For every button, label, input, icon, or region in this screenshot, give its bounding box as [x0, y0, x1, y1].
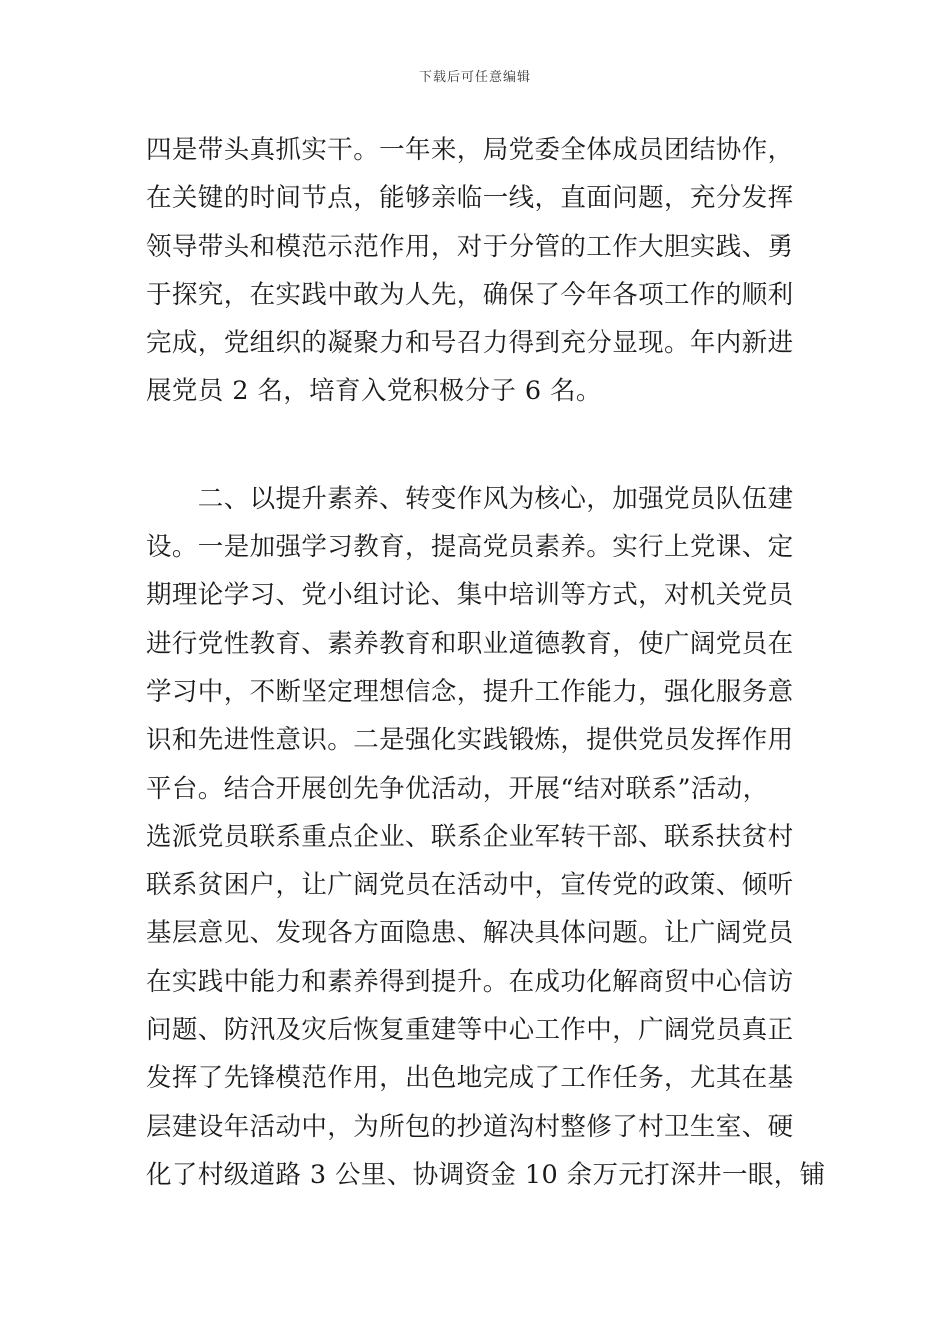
text-line: 四是带头真抓实干。一年来，局党委全体成员团结协作，	[146, 135, 794, 165]
text-line: 学习中，不断坚定理想信念，提升工作能力，强化服务意	[146, 676, 794, 707]
text-line: 平台。结合开展创先争优活动，开展“结对联系”活动，	[146, 773, 769, 804]
paragraph-2	[146, 475, 826, 1199]
text-line: 设。一是加强学习教育，提高党员素养。实行上党课、定	[146, 532, 794, 563]
page-header-note: 下载后可任意编辑	[418, 70, 531, 85]
text-line: 在关键的时间节点，能够亲临一线，直面问题，充分发挥	[146, 183, 794, 214]
paragraph-1	[146, 126, 806, 416]
paragraph-spacer	[146, 416, 806, 475]
text-line: 识和先进性意识。二是强化实践锻炼，提供党员发挥作用	[146, 725, 794, 756]
document-body	[146, 126, 826, 1199]
text-line: 领导带头和模范示范作用，对于分管的工作大胆实践、勇	[146, 231, 794, 262]
text-line: 完成，党组织的凝聚力和号召力得到充分显现。年内新进	[146, 328, 794, 359]
text-line: 于探究，在实践中敢为人先，确保了今年各项工作的顺利	[146, 279, 794, 310]
text-line: 问题、防汛及灾后恢复重建等中心工作中，广阔党员真正	[146, 1015, 794, 1046]
text-line: 期理论学习、党小组讨论、集中培训等方式，对机关党员	[146, 580, 794, 611]
text-line: 联系贫困户，让广阔党员在活动中，宣传党的政策、倾听	[146, 870, 794, 901]
text-line: 展党员 2 名，培育入党积极分子 6 名。	[146, 376, 602, 407]
text-line: 二、以提升素养、转变作风为核心，加强党员队伍建	[146, 483, 794, 514]
text-line: 化了村级道路 3 公里、协调资金 10 余万元打深井一眼，铺	[146, 1159, 826, 1190]
text-line: 进行党性教育、素养教育和职业道德教育，使广阔党员在	[146, 628, 794, 659]
text-line: 层建设年活动中，为所包的抄道沟村整修了村卫生室、硬	[146, 1111, 794, 1142]
text-line: 发挥了先锋模范作用，出色地完成了工作任务，尤其在基	[146, 1063, 794, 1094]
text-line: 选派党员联系重点企业、联系企业军转干部、联系扶贫村	[146, 821, 794, 852]
text-line: 基层意见、发现各方面隐患、解决具体问题。让广阔党员	[146, 918, 794, 949]
text-line: 在实践中能力和素养得到提升。在成功化解商贸中心信访	[146, 966, 794, 997]
